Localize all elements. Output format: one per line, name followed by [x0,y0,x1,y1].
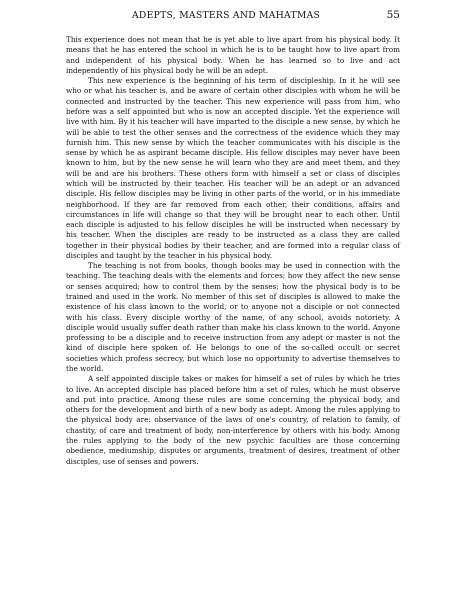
paragraph-1: This experience does not mean that he is yet able to live apart from his physical body. It means that he has entered the school in which he is to be taught how to live apart from and independent of his physical body. When he has learned so to live and act independently of his physical body he will be an adept. [66,35,400,75]
paragraph-4: A self appointed disciple takes or makes for himself a set of rules by which he tries to live. An accepted disciple has placed before him a set of rules, which he must observe and put into practice. Among these rules are some concerning the physical body, and others for the development and birth of a new body as adept. Among the rules applying to the physical body are: observance of the laws of one's country, of relation to family, of chastity, of care and treatment of body, non-interference by others with his body. Among the rules applying to the body of the new psychic faculties are those concerning obedience, mediumship, disputes or arguments, treatment of desires, treatment of other disciples, use of senses and powers. [66,374,400,466]
page-body-text [66,35,400,467]
page-number: 55 [386,9,400,21]
running-title: ADEPTS, MASTERS AND MAHATMAS [132,10,321,21]
paragraph-3: The teaching is not from books, though books may be used in connection with the teaching. The teaching deals with the elements and forces; how they affect the new sense or senses acquired; how to control them by the senses; how the physical body is to be trained and used in the work. No member of this set of disciples is allowed to make the existence of his class known to the world, or to anyone not a disciple or not connected with his class. Every disciple worthy of the name, of any school, avoids notoriety. A disciple would usually suffer death rather than make his class known to the world. Anyone professing to be a disciple and to receive instruction from any adept or master is not the kind of disciple here spoken of. He belongs to one of the so-called occult or secret societies which profess secrecy, but which lose no opportunity to advertise themselves to the world. [66,261,400,373]
running-header [66,10,400,24]
paragraph-2: This new experience is the beginning of his term of discipleship. In it he will see who or what his teacher is, and be aware of certain other disciples with whom he will be connected and instructed by the teacher. This new experience will pass from him, who before was a self appointed but who is now an accepted disciple. Yet the experience will live with him. By it his teacher will have imparted to the disciple a new sense, by which he will be able to test the other senses and the correctness of the evidence which they may furnish him. This new sense by which the teacher communicates with his disciple is the sense by which he as aspirant became disciple. His fellow disciples may never have been known to him, but by the new sense he will learn who they are and meet them, and they will be and are his brothers. These others form with himself a set or class of disciples which will be instructed by their teacher. His teacher will be an adept or an advanced disciple. His fellow disciples may be living in other parts of the world, or in his immediate neighborhood. If they are far removed from each other, their conditions, affairs and circumstances in life will change so that they will be brought near to each other. Until each disciple is adjusted to his fellow disciples he will be instructed when necessary by his teacher. When the disciples are ready to be instructed as a class they are called together in their physical bodies by their teacher, and are formed into a regular class of disciples and taught by the teacher in his physical body. [66,76,400,260]
